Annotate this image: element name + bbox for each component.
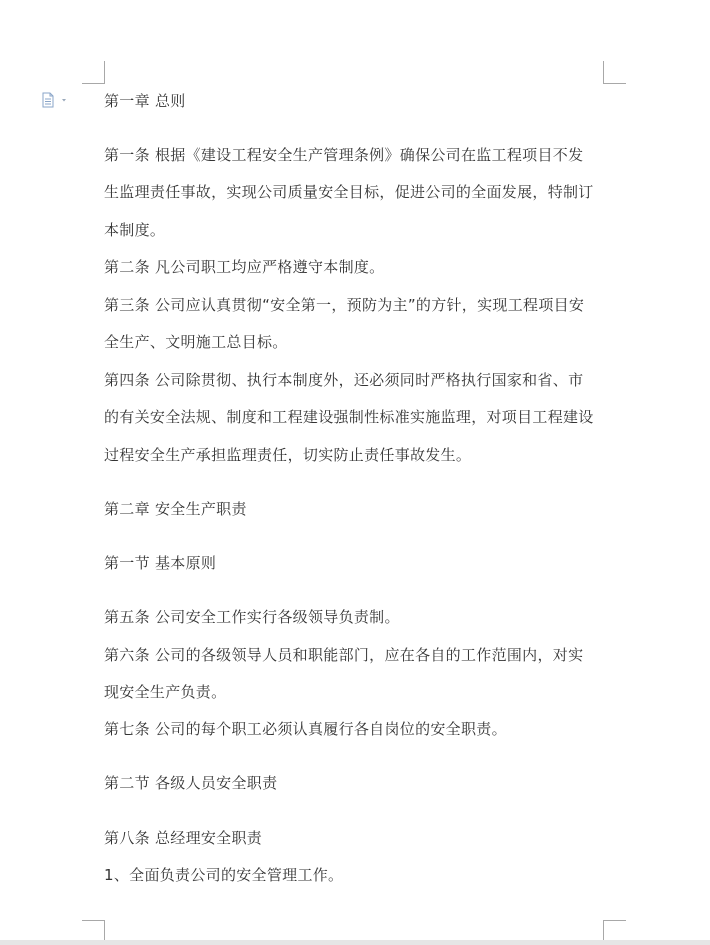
page-bottom-edge [0,940,710,945]
chapter-heading: 第一章 总则 [104,92,186,110]
section-heading: 第二节 各级人员安全职责 [104,774,278,792]
paragraph-line: 第六条 公司的各级领导人员和职能部门，应在各自的工作范围内，对实 [104,646,584,664]
paragraph-line: 第四条 公司除贯彻、执行本制度外，还必须同时严格执行国家和省、市 [104,371,584,389]
document-icon [42,92,70,108]
paragraph-line: 本制度。 [104,221,166,239]
paragraph-line: 第五条 公司安全工作实行各级领导负责制。 [104,608,400,626]
paragraph-line: 第三条 公司应认真贯彻“安全第一，预防为主”的方针，实现工程项目安 [104,296,585,314]
paragraph-line: 过程安全生产承担监理责任，切实防止责任事故发生。 [104,446,472,464]
paragraph-line: 全生产、文明施工总目标。 [104,333,288,351]
paragraph-line: 第二条 凡公司职工均应严格遵守本制度。 [104,258,385,276]
paragraph-options-button[interactable] [42,92,70,108]
chevron-down-icon [62,99,66,102]
paragraph-line: 第八条 总经理安全职责 [104,829,263,847]
paragraph-line: 的有关安全法规、制度和工程建设强制性标准实施监理，对项目工程建设 [104,408,594,426]
chapter-heading: 第二章 安全生产职责 [104,500,247,518]
top-right-margin-mark [603,61,626,84]
paragraph-line: 第七条 公司的每个职工必须认真履行各自岗位的安全职责。 [104,720,507,738]
paragraph-line: 现安全生产负责。 [104,683,227,701]
top-left-margin-mark [82,61,105,84]
paragraph-line: 1、全面负责公司的安全管理工作。 [104,866,344,884]
paragraph-line: 生监理责任事故，实现公司质量安全目标，促进公司的全面发展，特制订 [104,183,594,201]
section-heading: 第一节 基本原则 [104,554,217,572]
paragraph-line: 第一条 根据《建设工程安全生产管理条例》确保公司在监工程项目不发 [104,146,584,164]
